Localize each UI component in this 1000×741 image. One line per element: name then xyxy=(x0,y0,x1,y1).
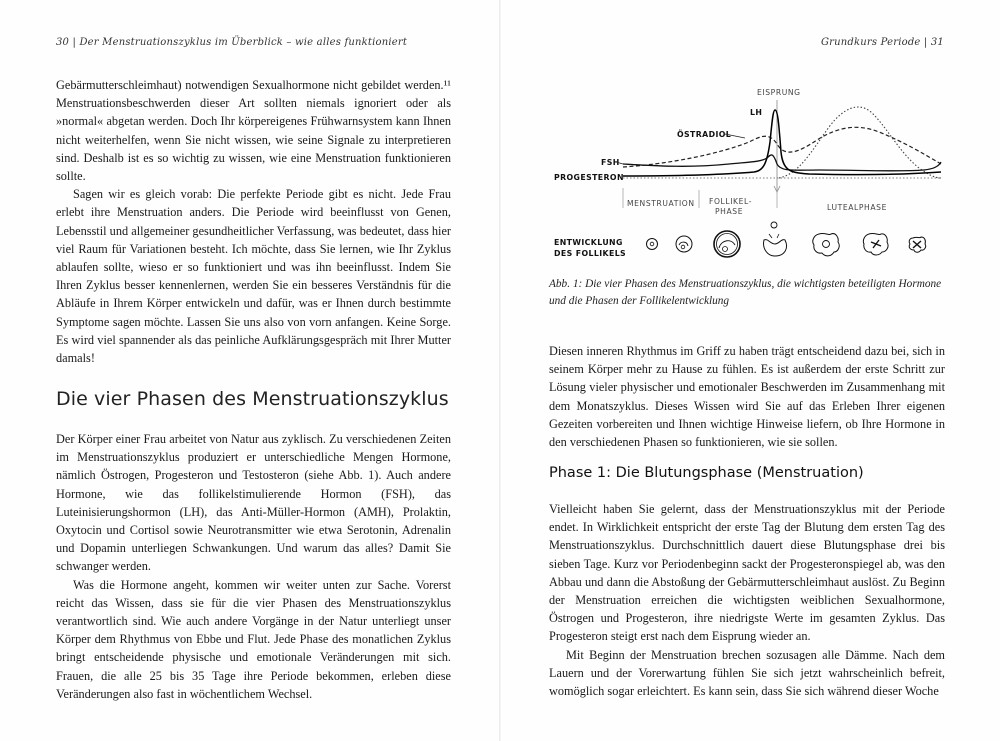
subsection-heading: Phase 1: Die Blutungsphase (Menstruation) xyxy=(549,465,864,481)
body-text-intro xyxy=(549,342,945,451)
follicle-stage-7-icon xyxy=(909,237,925,252)
label-follikel-2: PHASE xyxy=(715,207,744,216)
running-header-right: Grundkurs Periode | 31 xyxy=(820,37,944,48)
follicle-stage-2-icon xyxy=(676,236,692,252)
label-follikel-1: FOLLIKEL- xyxy=(709,197,753,206)
paragraph: Der Körper einer Frau arbeitet von Natur aus zyklisch. Zu verschiedenen Zeiten im Menstruationszyklus produziert er unterschiedliche Mengen Hormone, nämlich Östrogen, Progesteron und Testosteron (siehe Abb. 1). Auch andere Hormone, wie das follikelstimulierende Hormon (FSH), das Luteinisierungshormon (LH), das Anti-Müller-Hormon (AMH), Prolaktin, Oxytocin und Cortisol sowie Neurotransmitter wie etwa Serotonin, Adrenalin und Dopamin unterliegen Schwankungen. Und warum das alles? Damit Sie schwanger werden. xyxy=(56,432,451,574)
paragraph: Vielleicht haben Sie gelernt, dass der Menstruationszyklus mit der Periode endet. In Wirklichkeit entspricht der erste Tag der Blutung dem ersten Tag des Menstruationszyklus. Durchschnittlich dauert diese Blutungsphase drei bis sieben Tage. Kurz vor Periodenbeginn sackt der Progesteronspiegel ab, was den Abbau und dann die Abstoßung der Gebärmutterschleimhaut auslöst. Zu Beginn der Menstruation erreichen die wichtigsten weiblichen Sexualhormone, Östrogen und Progesteron, ihre niedrigste Werte im gesamten Zyklus. Das Progesteron steigt erst nach dem Eisprung wieder an. xyxy=(549,502,945,644)
paragraph: Diesen inneren Rhythmus im Griff zu haben trägt entscheidend dazu bei, sich in seinem Körper mehr zu Hause zu fühlen. Es ist außerdem der erste Schritt zur Lösung vieler physischer und emotionaler Beschwerden im Zusammenhang mit dem Monatszyklus. Dieses Wissen wird Sie auf das Erleben Ihrer eigenen Gezeiten vorbereiten und Ihnen wichtige Hinweise liefern, ob Ihre Hormone in den verschiedenen Phasen so funktionieren, wie sie sollen. xyxy=(549,344,945,450)
label-lh: LH xyxy=(750,108,763,117)
cycle-diagram-svg xyxy=(549,82,949,267)
curve-progesteron xyxy=(779,107,941,178)
figure-caption: Abb. 1: Die vier Phasen des Menstruationszyklus, die wichtigsten beteiligten Hormone und die Phasen der Follikelentwicklung xyxy=(549,278,942,307)
paragraph: Gebärmutterschleimhaut) notwendigen Sexualhormone nicht gebildet werden.¹¹ Menstruationsbeschwerden dieser Art sollten niemals ignoriert oder als »normal« abgetan werden. Doch Ihr körpereigenes Frühwarnsystem kann Ihnen nicht weiterhelfen, wenn Sie nicht wissen, wie seine Signale zu interpretieren sind. Deshalb ist es so wichtig zu wissen, wie eine Menstruation funktionieren sollte. xyxy=(56,78,451,184)
follicle-stage-6-icon xyxy=(863,233,888,255)
curve-oestradiol xyxy=(623,127,941,167)
follicle-stage-1-icon xyxy=(647,239,658,250)
body-text-bottom xyxy=(56,430,451,703)
label-menstruation: MENSTRUATION xyxy=(627,199,695,208)
label-eisprung: EISPRUNG xyxy=(757,88,801,97)
label-entwicklung-1: ENTWICKLUNG xyxy=(554,238,623,247)
follicle-stage-4-icon xyxy=(764,222,787,256)
body-text-phase xyxy=(549,500,945,700)
paragraph: Was die Hormone angeht, kommen wir weiter unten zur Sache. Vorerst reicht das Wissen, dass sie für die vier Phasen des Menstruationszyklus verantwortlich sind. Wie auch andere Vorgänge in der Natur unterliegt unser Körper dem Rhythmus von Ebbe und Flut. Jede Phase des monatlichen Zyklus bringt entscheidende physische und emotionale Veränderungen mit sich. Frauen, die alle 25 bis 35 Tage ihre Periode bekommen, erleben diese Veränderungen also fast in wöchentlichem Wechsel. xyxy=(56,577,451,701)
cycle-diagram xyxy=(549,82,949,267)
running-header-left: 30 | Der Menstruationszyklus im Überblick – wie alles funktioniert xyxy=(56,37,408,48)
follicle-stage-5-icon xyxy=(813,233,839,255)
right-page xyxy=(500,0,1000,741)
label-fsh: FSH xyxy=(601,158,620,167)
paragraph: Sagen wir es gleich vorab: Die perfekte Periode gibt es nicht. Jede Frau erlebt ihre Menstruation anders. Die Periode wird beeinflusst von Genen, Lebensstil und allgemeiner gesundheitlicher Verfassung, was bedeutet, dass hier viel Raum für Variationen besteht. Ich möchte, dass Sie lernen, wie Ihr Zyklus ablaufen sollte, wieso er so funktioniert und was ihn beeinflusst. Indem Sie Ihren Zyklus besser kennenlernen, werden Sie ein besseres Verständnis für die Abläufe in Ihrem Körper entwickeln und dafür, was er Ihnen durch bestimmte Symptome sagen möchte. Lassen Sie uns also von vorn anfangen. Keine Sorge. Es wird viel spannender als das peinliche Aufklärungsgespräch mit Ihrer Mutter damals! xyxy=(56,187,451,366)
section-heading: Die vier Phasen des Menstruationszyklus xyxy=(56,388,449,410)
label-lutealphase: LUTEALPHASE xyxy=(827,203,887,212)
label-progesteron: PROGESTERON xyxy=(554,173,624,182)
label-oestradiol: ÖSTRADIOL xyxy=(677,130,732,139)
follicle-stage-3-icon xyxy=(714,231,740,257)
paragraph: Mit Beginn der Menstruation brechen sozusagen alle Dämme. Nach dem Lauern und der Vorerwartung fühlen Sie sich jetzt wahrscheinlich befreit, womöglich sogar erleichtert. Es kann sein, dass Sie sich während dieser Woche xyxy=(549,647,945,699)
label-entwicklung-2: DES FOLLIKELS xyxy=(554,249,627,258)
body-text-top xyxy=(56,76,451,367)
